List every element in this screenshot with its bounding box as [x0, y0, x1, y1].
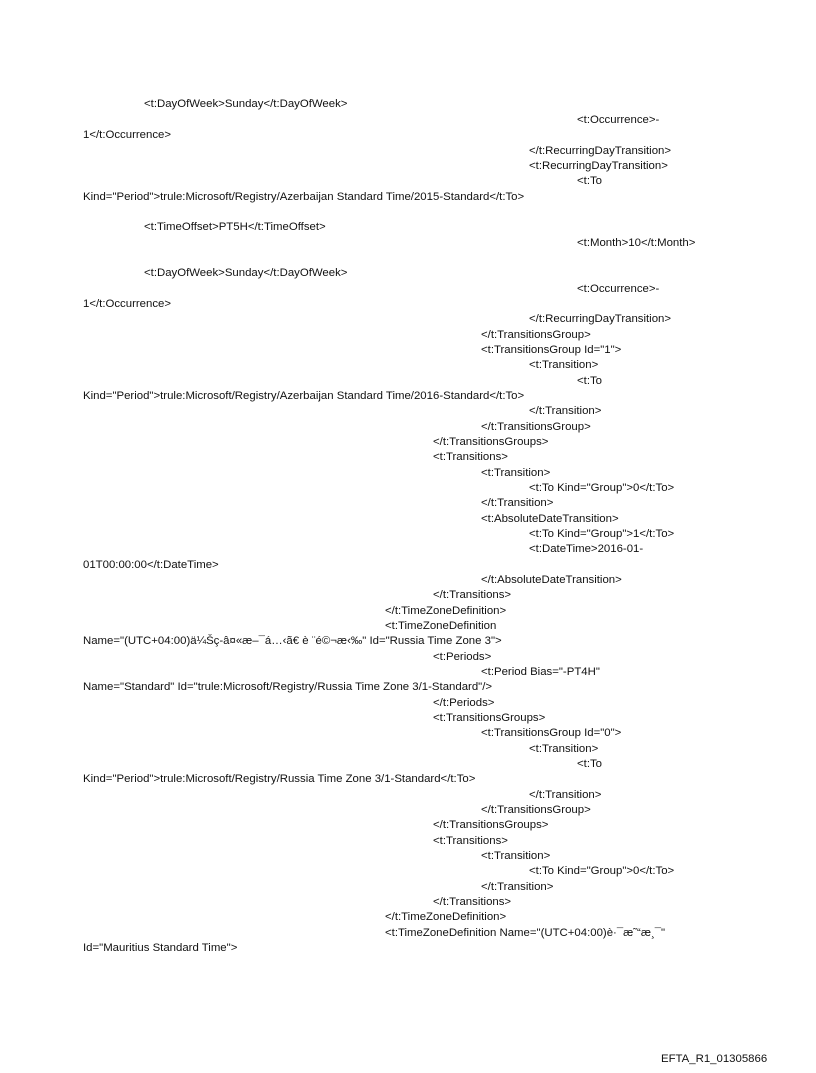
text-line: </t:Transitions>: [433, 896, 512, 908]
text-line: <t:To Kind="Group">1</t:To>: [529, 528, 675, 540]
text-line: </t:Transition>: [481, 497, 554, 509]
text-line: <t:AbsoluteDateTransition>: [481, 513, 619, 525]
text-line: <t:Transitions>: [433, 451, 508, 463]
text-line: <t:TransitionsGroups>: [433, 712, 546, 724]
text-line: 1</t:Occurrence>: [83, 298, 172, 310]
text-line: <t:TimeZoneDefinition: [385, 620, 497, 632]
text-line: <t:TransitionsGroup Id="1">: [481, 344, 622, 356]
text-line: <t:To Kind="Group">0</t:To>: [529, 482, 675, 494]
text-line: <t:DayOfWeek>Sunday</t:DayOfWeek>: [144, 267, 348, 279]
text-line: <t:Transition>: [529, 359, 599, 371]
text-line: <t:To: [577, 758, 603, 770]
text-line: <t:Occurrence>-: [577, 283, 660, 295]
text-line: <t:RecurringDayTransition>: [529, 160, 668, 172]
text-line: </t:Transition>: [529, 789, 602, 801]
text-line: </t:RecurringDayTransition>: [529, 313, 672, 325]
text-line: <t:To: [577, 175, 603, 187]
text-line: Name="(UTC+04:00)ä¼Šç-â¤«æ–¯á…‹ã€ è ¨é©¬æ‹‰" Id="Russia Time Zone 3">: [83, 635, 502, 647]
text-line: </t:Transition>: [529, 405, 602, 417]
text-line: </t:TransitionsGroups>: [433, 436, 549, 448]
text-line: </t:Periods>: [433, 697, 495, 709]
text-line: <t:TransitionsGroup Id="0">: [481, 727, 622, 739]
text-line: <t:To: [577, 375, 603, 387]
text-line: <t:TimeZoneDefinition Name="(UTC+04:00)è·¯æ˜“æ¸¯": [385, 927, 666, 939]
text-line: <t:Month>10</t:Month>: [577, 237, 696, 249]
text-line: <t:Transition>: [529, 743, 599, 755]
text-line: <t:Transition>: [481, 850, 551, 862]
text-line: </t:TimeZoneDefinition>: [385, 605, 507, 617]
text-line: </t:AbsoluteDateTransition>: [481, 574, 622, 586]
text-line: <t:DayOfWeek>Sunday</t:DayOfWeek>: [144, 98, 348, 110]
text-line: <t:Period Bias="-PT4H": [481, 666, 600, 678]
text-line: <t:Occurrence>-: [577, 114, 660, 126]
text-line: </t:RecurringDayTransition>: [529, 145, 672, 157]
text-line: </t:Transitions>: [433, 589, 512, 601]
text-line: 1</t:Occurrence>: [83, 129, 172, 141]
text-line: Id="Mauritius Standard Time">: [83, 942, 238, 954]
text-line: Kind="Period">trule:Microsoft/Registry/Russia Time Zone 3/1-Standard</t:To>: [83, 773, 476, 785]
text-line: <t:TimeOffset>PT5H</t:TimeOffset>: [144, 221, 326, 233]
text-line: </t:TransitionsGroup>: [481, 329, 591, 341]
text-line: <t:Transition>: [481, 467, 551, 479]
text-line: </t:TransitionsGroup>: [481, 421, 591, 433]
text-line: </t:TransitionsGroup>: [481, 804, 591, 816]
text-line: Kind="Period">trule:Microsoft/Registry/Azerbaijan Standard Time/2015-Standard</t:To>: [83, 191, 525, 203]
text-line: 01T00:00:00</t:DateTime>: [83, 559, 219, 571]
text-line: </t:Transition>: [481, 881, 554, 893]
document-id-footer: EFTA_R1_01305866: [661, 1053, 768, 1065]
text-line: </t:TransitionsGroups>: [433, 819, 549, 831]
text-line: Name="Standard" Id="trule:Microsoft/Registry/Russia Time Zone 3/1-Standard"/>: [83, 681, 493, 693]
text-line: <t:Periods>: [433, 651, 492, 663]
text-line: <t:To Kind="Group">0</t:To>: [529, 865, 675, 877]
text-line: Kind="Period">trule:Microsoft/Registry/Azerbaijan Standard Time/2016-Standard</t:To>: [83, 390, 525, 402]
text-line: <t:Transitions>: [433, 835, 508, 847]
text-line: </t:TimeZoneDefinition>: [385, 911, 507, 923]
text-line: <t:DateTime>2016-01-: [529, 543, 644, 555]
